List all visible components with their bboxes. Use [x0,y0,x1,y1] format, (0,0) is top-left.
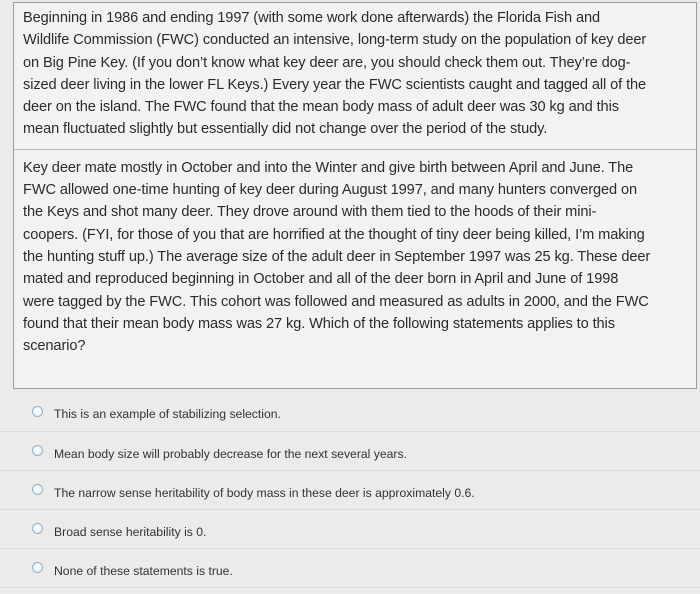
question-line: mated and reproduced beginning in October and all of the deer born in April and June of 1998 [23,271,619,288]
answer-option[interactable] [0,510,700,549]
question-line: on Big Pine Key. (If you don’t know what key deer are, you should check them out. They’re dog- [23,54,631,71]
question-line: scenario? [23,338,86,355]
question-line: coopers. (FYI, for those of you that are horrified at the thought of tiny deer being killed, I’m making [23,226,645,243]
answer-option-label: None of these statements is true. [54,564,233,578]
answer-option-label: Mean body size will probably decrease for the next several years. [54,447,407,461]
paragraph-divider [14,149,696,150]
question-paragraph-1 [23,7,690,141]
question-line: the hunting stuff up.) The average size of the adult deer in September 1997 was 25 kg. These deer [23,248,651,265]
answer-option-label: The narrow sense heritability of body mass in these deer is approximately 0.6. [54,486,475,500]
answer-option[interactable] [0,432,700,471]
radio-button[interactable] [32,562,43,573]
question-line: sized deer living in the lower FL Keys.) Every year the FWC scientists caught and tagged all of the [23,76,647,93]
question-box [13,2,697,389]
answer-option[interactable] [0,549,700,588]
radio-button[interactable] [32,523,43,534]
question-line: Key deer mate mostly in October and into the Winter and give birth between April and June. The [23,159,634,176]
answer-options [0,390,700,588]
answer-option[interactable] [0,390,700,432]
question-line: found that their mean body mass was 27 kg. Which of the following statements applies to this [23,315,615,332]
question-line: mean fluctuated slightly but essentially did not change over the period of the study. [23,121,548,138]
question-line: were tagged by the FWC. This cohort was followed and measured as adults in 2000, and the FWC [23,293,649,310]
answer-option[interactable] [0,471,700,510]
question-paragraph-2 [23,157,690,358]
radio-button[interactable] [32,406,43,417]
answer-option-label: Broad sense heritability is 0. [54,525,207,539]
question-line: FWC allowed one-time hunting of key deer during August 1997, and many hunters converged on [23,182,638,199]
answer-option-label: This is an example of stabilizing selection. [54,407,281,421]
radio-button[interactable] [32,484,43,495]
question-line: deer on the island. The FWC found that the mean body mass of adult deer was 30 kg and this [23,99,619,116]
radio-button[interactable] [32,445,43,456]
question-line: Beginning in 1986 and ending 1997 (with some work done afterwards) the Florida Fish and [23,10,601,26]
question-line: Wildlife Commission (FWC) conducted an intensive, long-term study on the population of key deer [23,32,647,49]
question-line: the Keys and shot many deer. They drove around with them tied to the hoods of their mini- [23,204,597,221]
